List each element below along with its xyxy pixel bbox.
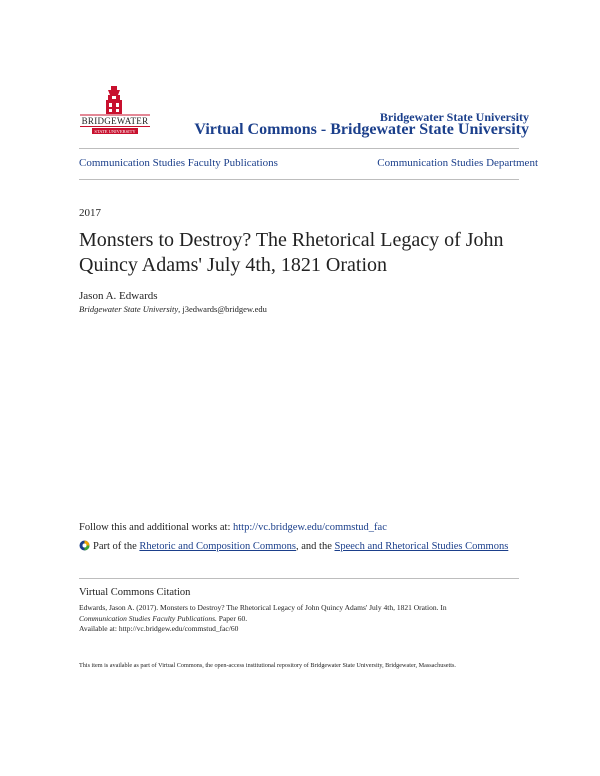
rhetoric-composition-link[interactable]: Rhetoric and Composition Commons: [139, 541, 296, 552]
department-link[interactable]: Communication Studies Department: [377, 157, 538, 169]
collection-link[interactable]: Communication Studies Faculty Publications: [79, 157, 278, 169]
affiliation-separator: ,: [178, 304, 183, 314]
logo-wordmark: BRIDGEWATER: [81, 116, 149, 126]
university-logo: [78, 84, 152, 136]
citation-line2: [79, 614, 529, 625]
citation-available: Available at: http://vc.bridgew.edu/commstud_fac/60: [79, 624, 239, 633]
citation-line1: Edwards, Jason A. (2017). Monsters to Destroy? The Rhetorical Legacy of John Quincy Adams' July 4th, 1821 Oration. In: [79, 603, 447, 612]
institution-name: Bridgewater State University: [379, 110, 529, 124]
part-of-line: [79, 540, 519, 555]
logo-subline: STATE UNIVERSITY: [94, 129, 136, 134]
follow-url-link[interactable]: http://vc.bridgew.edu/commstud_fac: [233, 522, 387, 533]
author-name: Jason A. Edwards: [79, 290, 158, 302]
nav-divider: [79, 179, 519, 180]
bell-tower-icon: [78, 84, 152, 136]
author-email[interactable]: j3edwards@bridgew.edu: [182, 304, 267, 314]
follow-line: [79, 522, 387, 533]
network-commons-icon: [79, 540, 90, 555]
citation-divider: [79, 578, 519, 579]
citation-heading: Virtual Commons Citation: [79, 587, 191, 598]
author-affiliation: [79, 304, 267, 314]
header-divider: [79, 148, 519, 149]
article-title: Monsters to Destroy? The Rhetorical Legacy of John Quincy Adams' July 4th, 1821 Oration: [79, 229, 504, 276]
speech-rhetorical-link[interactable]: Speech and Rhetorical Studies Commons: [334, 541, 509, 552]
citation-journal: Communication Studies Faculty Publications.: [79, 613, 217, 623]
part-of-middle: , and the: [296, 541, 332, 552]
part-of-prefix: Part of the: [93, 541, 137, 552]
affiliation-name: Bridgewater State University: [79, 304, 179, 314]
footer-note: This item is available as part of Virtual Commons, the open-access institutional repository of Bridgewater State University, Bridgewater, Massachusetts.: [79, 662, 456, 669]
citation-body: [79, 603, 529, 635]
follow-label: Follow this and additional works at:: [79, 522, 231, 533]
repository-title[interactable]: Virtual Commons - Bridgewater State University: [194, 121, 529, 138]
citation-paper: Paper 60.: [216, 613, 248, 623]
publication-year: 2017: [79, 207, 101, 219]
